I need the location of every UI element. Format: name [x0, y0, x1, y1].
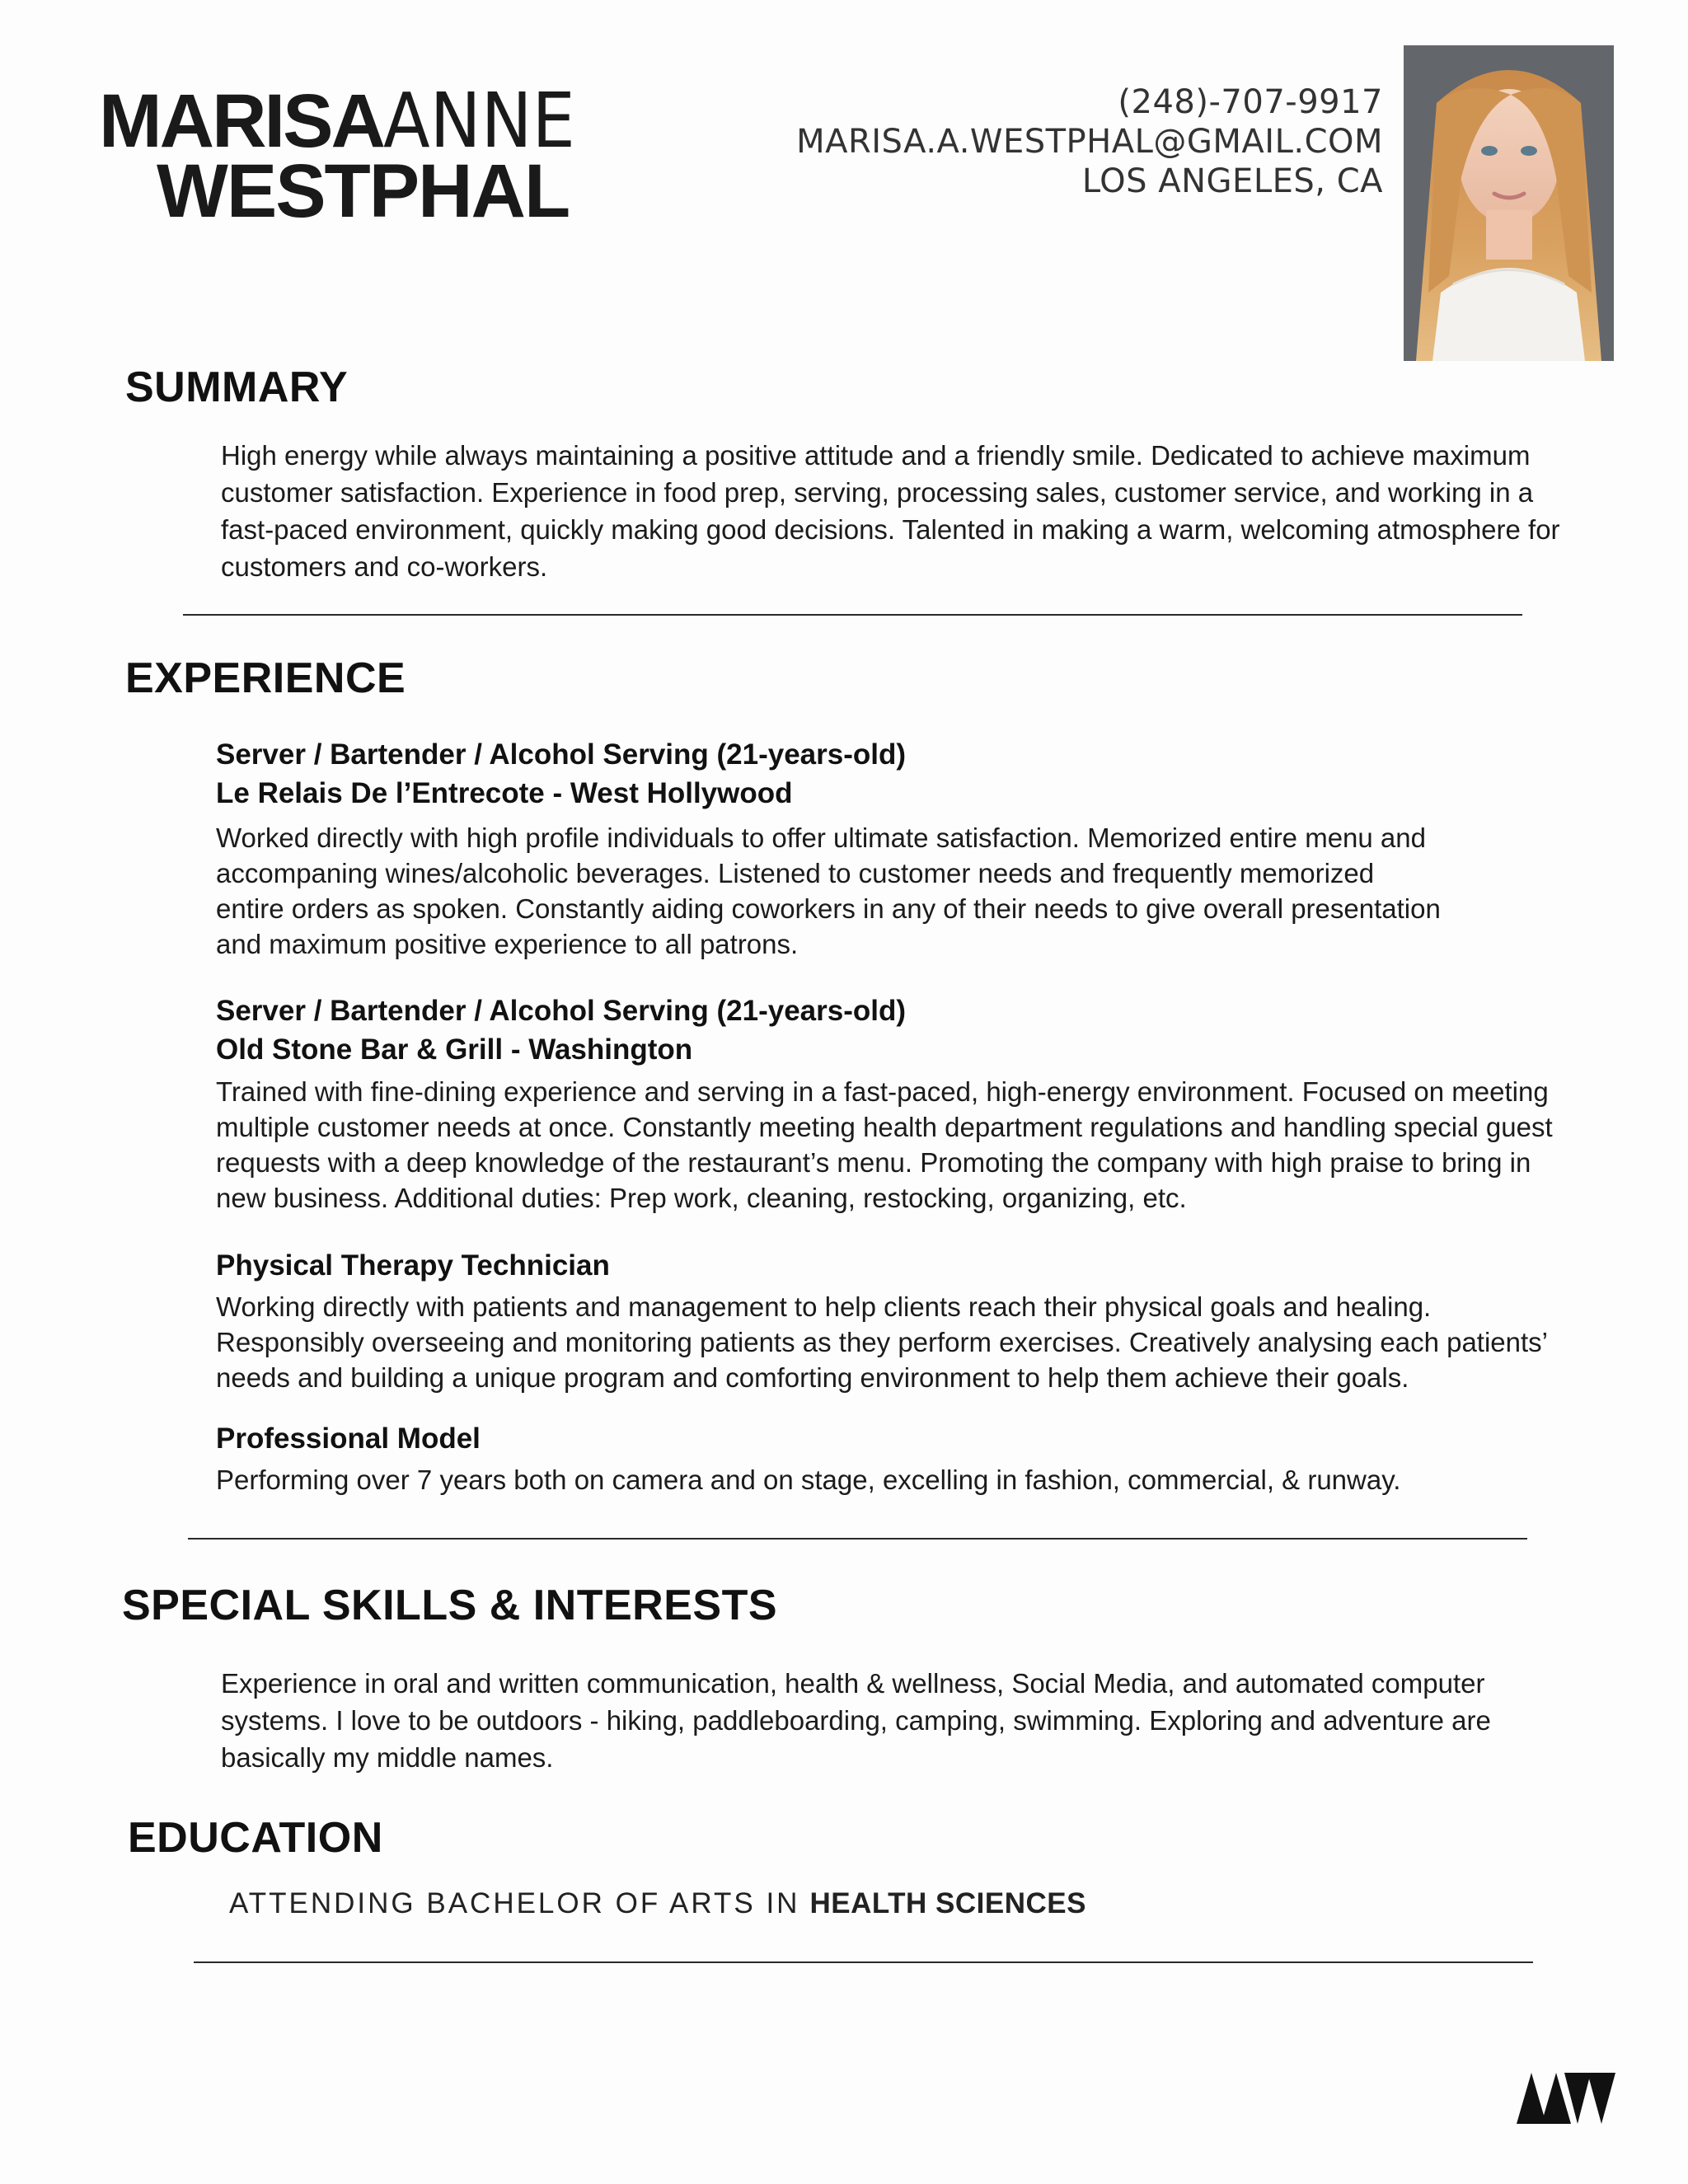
email-address[interactable]: MARISA.A.WESTPHAL@GMAIL.COM [796, 123, 1383, 161]
job-line: Worked directly with high profile individuals to offer ultimate satisfaction. Memorized entire menu and [216, 823, 1426, 853]
job-line: new business. Additional duties: Prep work, cleaning, restocking, organizing, etc. [216, 1183, 1187, 1213]
skills-text [221, 1665, 1491, 1776]
job-line: requests with a deep knowledge of the restaurant’s menu. Promoting the company with high praise to bring in [216, 1147, 1531, 1178]
job-line: and maximum positive experience to all patrons. [216, 929, 799, 959]
summary-line: High energy while always maintaining a positive attitude and a friendly smile. Dedicated to achieve maximum [221, 440, 1531, 471]
job-line: accompaning wines/alcoholic beverages. Listened to customer needs and frequently memorized [216, 858, 1375, 888]
job-description [216, 1289, 1548, 1395]
first-name: MARISA [99, 79, 383, 163]
skills-line: basically my middle names. [221, 1742, 554, 1773]
job-description [216, 1074, 1553, 1216]
candidate-name [99, 77, 597, 233]
location: LOS ANGELES, CA [1081, 162, 1383, 200]
job-description [216, 1461, 1400, 1498]
section-divider [194, 1961, 1533, 1963]
job-line: needs and building a unique program and comforting environment to help them achieve their goals. [216, 1362, 1409, 1393]
contact-block [796, 82, 1383, 201]
job-line: Responsibly overseeing and monitoring patients as they perform exercises. Creatively analysing each patients’ [216, 1327, 1549, 1357]
middle-name: ANNE [382, 77, 575, 165]
section-divider [188, 1538, 1527, 1540]
job-line: Working directly with patients and management to help clients reach their physical goals and healing. [216, 1291, 1432, 1322]
last-name: WESTPHAL [157, 148, 570, 233]
skills-line: systems. I love to be outdoors - hiking, paddleboarding, camping, swimming. Exploring and adventure are [221, 1705, 1491, 1736]
monogram-logo-icon [1517, 2073, 1615, 2124]
job-line: Trained with fine-dining experience and serving in a fast-paced, high-energy environment. Focused on meeting [216, 1076, 1549, 1107]
education-heading: EDUCATION [128, 1814, 383, 1862]
section-divider [183, 614, 1522, 616]
education-degree: ATTENDING BACHELOR OF ARTS IN [229, 1887, 800, 1919]
job-title: Server / Bartender / Alcohol Serving (21-years-old) [216, 995, 907, 1027]
summary-text [221, 437, 1560, 585]
summary-heading: SUMMARY [125, 363, 349, 411]
skills-heading: SPECIAL SKILLS & INTERESTS [122, 1582, 778, 1629]
headshot-photo [1404, 45, 1614, 361]
experience-heading: EXPERIENCE [125, 654, 406, 702]
summary-line: fast-paced environment, quickly making good decisions. Talented in making a warm, welcoming atmosphere for [221, 514, 1560, 545]
phone-number[interactable]: (248)-707-9917 [1118, 83, 1383, 121]
summary-line: customers and co-workers. [221, 551, 548, 582]
job-description [216, 820, 1441, 962]
job-company: Old Stone Bar & Grill - Washington [216, 1033, 693, 1066]
job-title: Professional Model [216, 1422, 481, 1455]
job-line: multiple customer needs at once. Constantly meeting health department regulations and handling special guest [216, 1112, 1553, 1142]
education-field: HEALTH SCIENCES [809, 1887, 1086, 1919]
education-entry [229, 1887, 1086, 1920]
job-company: Le Relais De l’Entrecote - West Hollywood [216, 777, 793, 809]
job-title: Physical Therapy Technician [216, 1249, 610, 1282]
skills-line: Experience in oral and written communication, health & wellness, Social Media, and automated computer [221, 1668, 1485, 1699]
job-line: Performing over 7 years both on camera and on stage, excelling in fashion, commercial, & runway. [216, 1465, 1401, 1495]
summary-line: customer satisfaction. Experience in food prep, serving, processing sales, customer service, and working in a [221, 477, 1534, 508]
job-line: entire orders as spoken. Constantly aiding coworkers in any of their needs to give overall presentation [216, 893, 1441, 924]
job-title: Server / Bartender / Alcohol Serving (21-years-old) [216, 738, 907, 771]
